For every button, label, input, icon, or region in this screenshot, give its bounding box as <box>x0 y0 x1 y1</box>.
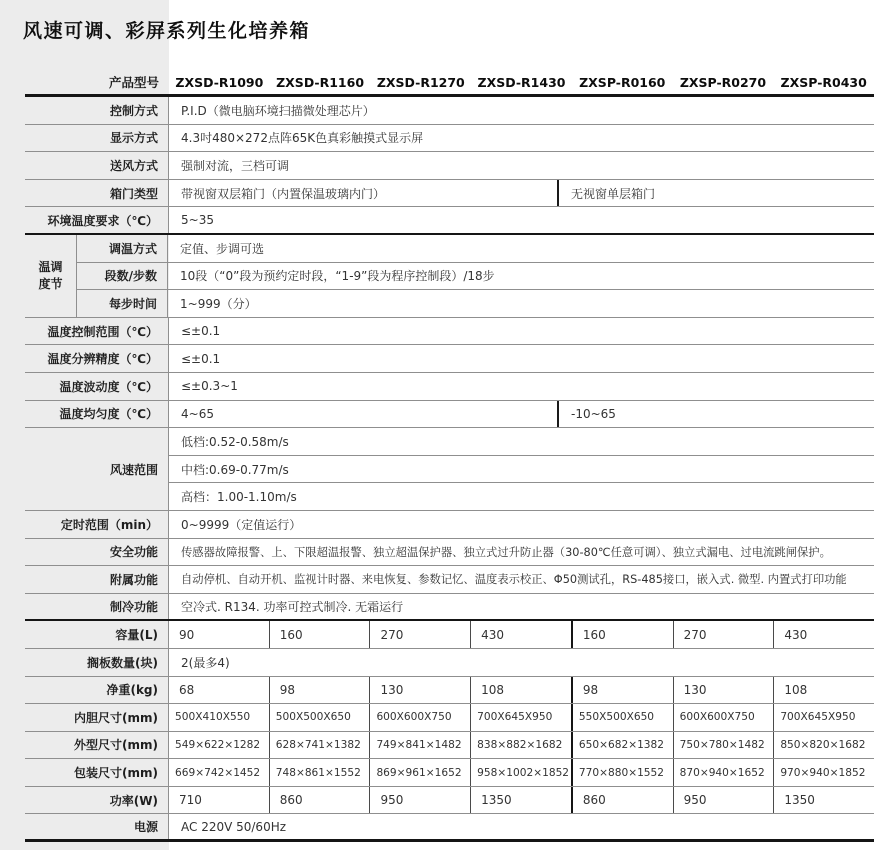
row-label: 控制方式 <box>25 97 169 124</box>
row-label: 送风方式 <box>25 152 169 179</box>
row-display-method <box>25 125 874 153</box>
spec-cell: 160 <box>269 621 370 648</box>
group-subrows <box>77 235 874 317</box>
row-value: 传感器故障报警、上、下限超温报警、独立超温保护器、独立式过升防止器（30-80℃任意可调）、独立式漏电、过电流跳闸保护。 <box>181 545 831 559</box>
model-name: ZXSP-R0430 <box>780 74 867 90</box>
spec-cell: 160 <box>571 621 673 648</box>
row-package-size <box>25 759 874 787</box>
row-group-temp-program <box>25 235 874 318</box>
row-value-right: 无视窗单层箱门 <box>557 180 874 207</box>
row-power <box>25 787 874 815</box>
spec-cell: 958×1002×1852 <box>470 759 571 786</box>
row-value: P.I.D（微电脑环境扫描微处理芯片） <box>181 103 375 118</box>
row-airflow-method <box>25 152 874 180</box>
row-value: 强制对流，三档可调 <box>181 158 290 173</box>
spec-cell: 748×861×1552 <box>269 759 370 786</box>
spec-cell: 98 <box>571 677 673 704</box>
spec-cell: 650×682×1382 <box>571 732 673 759</box>
row-label: 内胆尺寸(mm) <box>25 704 169 731</box>
subrow-segments <box>77 263 874 291</box>
group-subrows <box>169 428 874 510</box>
row-temp-fluctuation <box>25 373 874 401</box>
spec-cell: 870×940×1652 <box>673 759 774 786</box>
wind-mid: 中档:0.69-0.77m/s <box>169 456 874 484</box>
spec-cell: 860 <box>571 787 673 814</box>
spec-cell: 750×780×1482 <box>673 732 774 759</box>
row-label: 温度波动度（℃） <box>25 373 169 400</box>
spec-cell: 950 <box>673 787 774 814</box>
row-label: 风速范围 <box>25 428 169 510</box>
spec-cell: 850×820×1682 <box>773 732 874 759</box>
row-label: 温度分辨精度（℃） <box>25 345 169 372</box>
row-value-left: 4~65 <box>181 406 214 421</box>
spec-cell: 90 <box>179 627 195 642</box>
row-label: 定时范围（min） <box>25 511 169 538</box>
spec-cell: 860 <box>269 787 370 814</box>
row-label: 搁板数量(块) <box>25 649 169 676</box>
row-value: 4.3吋480×272点阵65K色真彩触摸式显示屏 <box>181 131 424 146</box>
subrow-value: 定值、步调可选 <box>180 241 265 256</box>
row-power-supply <box>25 814 874 842</box>
row-label: 显示方式 <box>25 125 169 152</box>
model-name: ZXSP-R0270 <box>679 74 767 90</box>
row-label: 箱门类型 <box>25 180 169 207</box>
spec-cell: 549×622×1282 <box>175 738 261 751</box>
spec-cell: 770×880×1552 <box>571 759 673 786</box>
spec-cell: 270 <box>369 621 470 648</box>
row-label: 功率(W) <box>25 787 169 814</box>
row-value: 5~35 <box>181 213 214 228</box>
row-attached-functions <box>25 566 874 594</box>
row-value: ≤±0.1 <box>181 351 221 366</box>
row-value-left: 带视窗双层箱门（内置保温玻璃内门） <box>181 186 386 201</box>
spec-cell: 1350 <box>773 787 874 814</box>
model-name: ZXSD-R1430 <box>477 74 566 90</box>
spec-cell: 950 <box>369 787 470 814</box>
model-name: ZXSD-R1090 <box>175 74 264 90</box>
spec-cell: 500X500X650 <box>269 704 370 731</box>
row-value: ≤±0.3~1 <box>181 379 238 394</box>
row-safety-functions <box>25 539 874 567</box>
spec-cell: 700X645X950 <box>470 704 571 731</box>
row-value: 2(最多4) <box>181 655 230 670</box>
row-inner-size <box>25 704 874 732</box>
subrow-value: 1~999（分） <box>180 296 257 311</box>
row-shelves <box>25 649 874 677</box>
row-label: 附属功能 <box>25 566 169 593</box>
row-ambient-temp <box>25 207 874 235</box>
row-outer-size <box>25 732 874 760</box>
spec-cell: 710 <box>179 793 202 808</box>
spec-cell: 430 <box>470 621 571 648</box>
page-title: 风速可调、彩屏系列生化培养箱 <box>23 20 311 42</box>
row-value: 自动停机、自动开机、监视计时器、来电恢复、参数记忆、温度表示校正、Φ50测试孔，RS-485接口，嵌入式. 微型. 内置式打印功能 <box>181 573 847 587</box>
row-control-method <box>25 97 874 125</box>
model-name: ZXSP-R0160 <box>579 74 666 90</box>
model-name: ZXSD-R1160 <box>276 74 365 90</box>
row-label: 包装尺寸(mm) <box>25 759 169 786</box>
group-label: 温调度节 <box>25 235 77 317</box>
wind-high: 高档：1.00-1.10m/s <box>181 490 297 505</box>
row-group-wind-speed <box>25 428 874 511</box>
row-value: 0~9999（定值运行） <box>181 517 302 532</box>
spec-cell: 838×882×1682 <box>470 732 571 759</box>
row-net-weight <box>25 677 874 705</box>
row-value: ≤±0.1 <box>181 324 221 339</box>
row-label: 容量(L) <box>25 621 169 648</box>
subrow-label: 调温方式 <box>77 235 168 262</box>
row-label: 温度均匀度（℃） <box>25 401 169 428</box>
spec-cell: 98 <box>269 677 370 704</box>
row-cooling-function <box>25 594 874 622</box>
subrow-label: 段数/步数 <box>77 263 168 290</box>
spec-cell: 430 <box>773 621 874 648</box>
spec-cell: 970×940×1852 <box>773 759 874 786</box>
row-value: 空冷式. R134. 功率可控式制冷. 无霜运行 <box>181 600 404 615</box>
spec-cell: 749×841×1482 <box>369 732 470 759</box>
spec-cell: 628×741×1382 <box>269 732 370 759</box>
subrow-value: 10段（“0”段为预约定时段，“1-9”段为程序控制段）/18步 <box>180 269 495 284</box>
spec-cell: 500X410X550 <box>175 711 251 724</box>
row-label: 外型尺寸(mm) <box>25 732 169 759</box>
wind-low: 低档:0.52-0.58m/s <box>169 428 874 456</box>
spec-cell: 869×961×1652 <box>369 759 470 786</box>
spec-cell: 669×742×1452 <box>175 766 261 779</box>
row-value-right: -10~65 <box>557 401 874 428</box>
subrow-temp-mode <box>77 235 874 263</box>
row-label: 电源 <box>25 814 169 839</box>
row-label: 环境温度要求（℃） <box>25 207 169 233</box>
spec-cell: 108 <box>470 677 571 704</box>
model-header-label: 产品型号 <box>108 75 159 90</box>
spec-table <box>25 94 874 842</box>
spec-cell: 68 <box>179 682 195 697</box>
spec-cell: 130 <box>369 677 470 704</box>
spec-cell: 600X600X750 <box>673 704 774 731</box>
subrow-label: 每步时间 <box>77 290 168 317</box>
model-name: ZXSD-R1270 <box>376 74 465 90</box>
row-temp-resolution <box>25 345 874 373</box>
row-timer-range <box>25 511 874 539</box>
row-label: 温度控制范围（℃） <box>25 318 169 345</box>
row-label: 制冷功能 <box>25 594 169 620</box>
row-temp-control-range <box>25 318 874 346</box>
subrow-step-time <box>77 290 874 317</box>
spec-cell: 130 <box>673 677 774 704</box>
spec-cell: 108 <box>773 677 874 704</box>
row-capacity <box>25 621 874 649</box>
spec-cell: 600X600X750 <box>369 704 470 731</box>
row-label: 安全功能 <box>25 539 169 566</box>
model-header-row <box>25 70 874 94</box>
row-door-type <box>25 180 874 208</box>
spec-cell: 550X500X650 <box>571 704 673 731</box>
row-temp-uniformity <box>25 401 874 429</box>
spec-cell: 700X645X950 <box>773 704 874 731</box>
spec-cell: 270 <box>673 621 774 648</box>
spec-cell: 1350 <box>470 787 571 814</box>
row-value: AC 220V 50/60Hz <box>181 819 287 834</box>
row-label: 净重(kg) <box>25 677 169 704</box>
